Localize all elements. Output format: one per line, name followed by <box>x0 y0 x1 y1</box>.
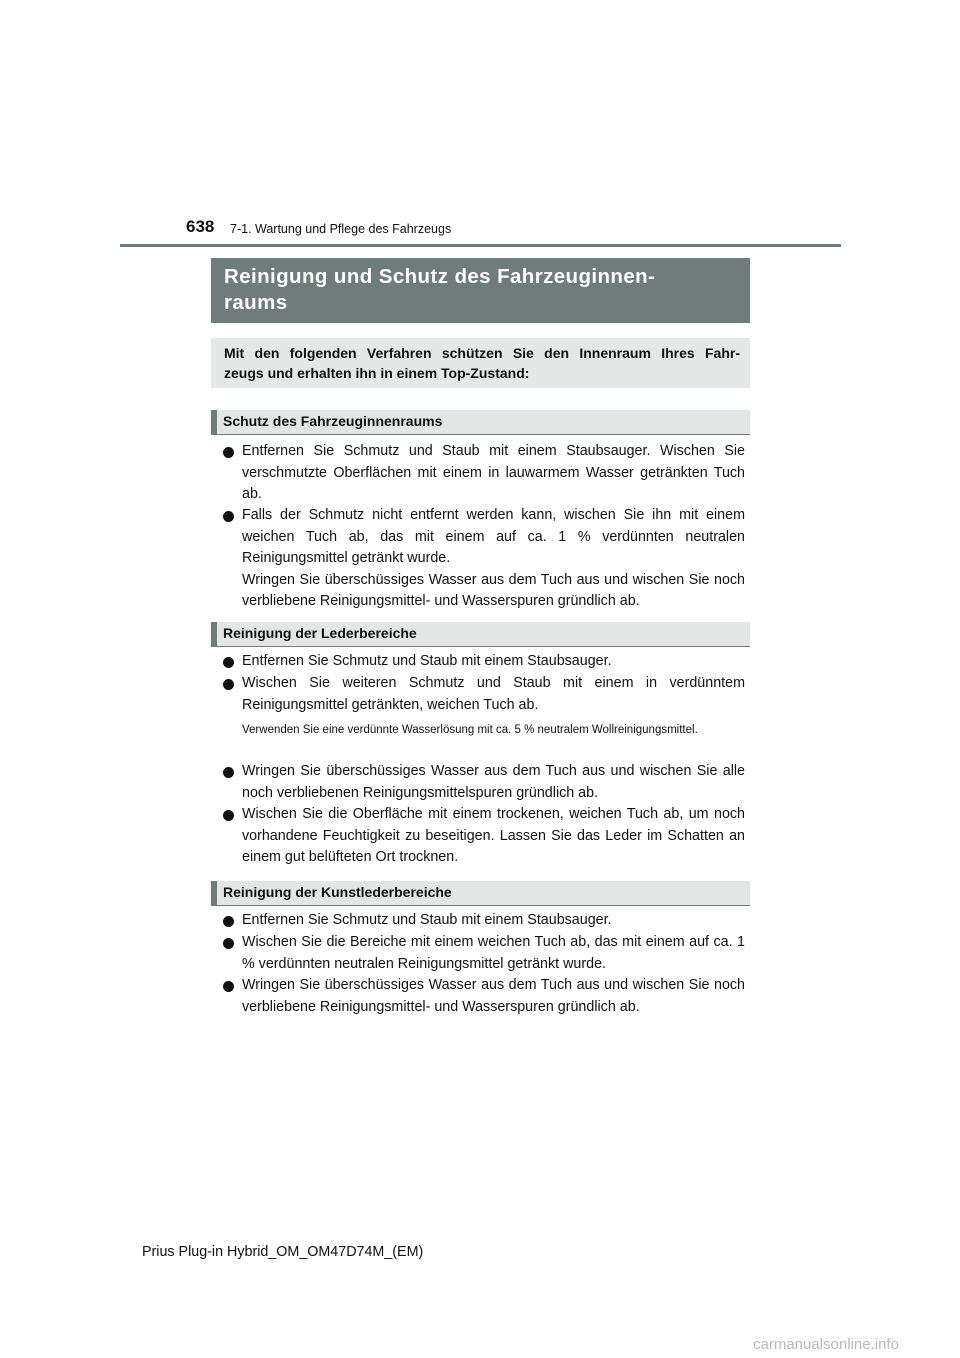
section-heading-leather: Reinigung der Lederbereiche <box>211 622 750 647</box>
footer-document-id: Prius Plug-in Hybrid_OM_OM47D74M_(EM) <box>142 1244 424 1260</box>
list-item-text: Entfernen Sie Schmutz und Staub mit einem Staubsauger. Wischen Sie verschmutzte Oberflächen mit einem in lauwarmem Wasser getränkten Tuch ab. <box>242 443 745 502</box>
bullet-icon <box>223 981 234 992</box>
title-line-1: Reinigung und Schutz des Fahrzeuginnen- <box>224 265 656 288</box>
header-rule <box>120 244 841 247</box>
list-item-text: Wischen Sie weiteren Schmutz und Staub mit einem in verdünntem Reinigungsmittel getränkten, weichen Tuch ab. <box>242 675 745 713</box>
bullet-icon <box>223 810 234 821</box>
list-item-text: Wischen Sie die Bereiche mit einem weichen Tuch ab, das mit einem auf ca. 1 % verdünnten neutralen Reinigungsmittel getränkt wurde. <box>242 934 745 972</box>
section-heading-interior: Schutz des Fahrzeuginnenraums <box>211 410 750 435</box>
list-item-text: Entfernen Sie Schmutz und Staub mit einem Staubsauger. <box>242 653 612 669</box>
bullet-icon <box>223 767 234 778</box>
intro-line-2: zeugs und erhalten ihn in einem Top-Zustand: <box>224 365 530 381</box>
note-text: Verwenden Sie eine verdünnte Wasserlösung mit ca. 5 % neutralem Wollreinigungsmittel. <box>242 724 698 736</box>
list-item-text: Entfernen Sie Schmutz und Staub mit einem Staubsauger. <box>242 912 612 928</box>
list-item-text-continued: Wringen Sie überschüssiges Wasser aus dem Tuch aus und wischen Sie noch verbliebene Reinigungsmittel- und Wasserspuren gründlich ab. <box>242 571 745 609</box>
list-item <box>242 651 745 673</box>
list-item <box>242 673 745 716</box>
list-item <box>242 505 745 613</box>
intro-box <box>211 338 750 388</box>
list-item-text: Wischen Sie die Oberfläche mit einem trockenen, weichen Tuch ab, um noch vorhandene Feuchtigkeit zu beseitigen. Lassen Sie das Leder im Schatten an einem gut belüfteten Ort trocknen. <box>242 806 745 865</box>
bullet-icon <box>223 679 234 690</box>
list-item <box>242 910 745 932</box>
section-heading-synthetic-leather: Reinigung der Kunstlederbereiche <box>211 881 750 906</box>
list-item <box>242 932 745 975</box>
watermark: carmanualsonline.info <box>753 1336 899 1353</box>
chapter-header: 7-1. Wartung und Pflege des Fahrzeugs <box>230 222 452 236</box>
list-item-text: Falls der Schmutz nicht entfernt werden kann, wischen Sie ihn mit einem weichen Tuch ab, das mit einem auf ca. 1 % verdünnten neutralen Reinigungsmittel getränkt wurde. <box>242 507 745 566</box>
bullet-icon <box>223 511 234 522</box>
list-item-text: Wringen Sie überschüssiges Wasser aus dem Tuch aus und wischen Sie noch verbliebene Reinigungsmittel- und Wasserspuren gründlich ab. <box>242 977 745 1015</box>
list-item-text: Wringen Sie überschüssiges Wasser aus dem Tuch aus und wischen Sie alle noch verbliebenen Reinigungsmittelspuren gründlich ab. <box>242 763 745 801</box>
bullet-icon <box>223 938 234 949</box>
list-item <box>242 975 745 1018</box>
page-title <box>211 258 750 323</box>
intro-line-1: Mit den folgenden Verfahren schützen Sie den Innenraum Ihres Fahr- <box>224 345 740 361</box>
page-number: 638 <box>186 217 215 236</box>
list-item <box>242 804 745 869</box>
list-item <box>242 441 745 506</box>
title-line-2: raums <box>224 291 288 314</box>
list-item <box>242 761 745 804</box>
bullet-icon <box>223 657 234 668</box>
bullet-icon <box>223 447 234 458</box>
bullet-icon <box>223 916 234 927</box>
